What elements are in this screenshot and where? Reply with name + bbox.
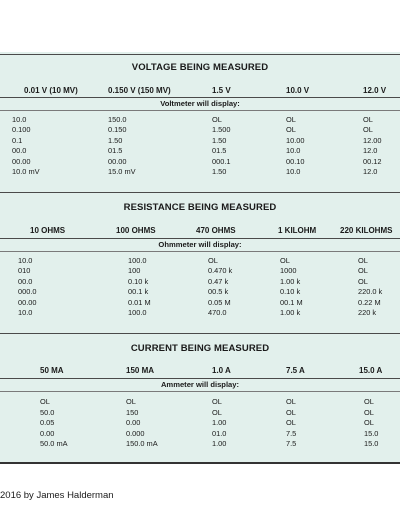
table-cell: 10.0 (12, 115, 27, 124)
table-row (0, 439, 400, 450)
table-cell: 0.05 (40, 418, 55, 428)
table-row (0, 157, 400, 168)
table-row (0, 429, 400, 440)
table-cell: OL (364, 407, 374, 417)
table-cell: 50.0 (40, 407, 55, 417)
table-cell: 1.00 k (280, 308, 301, 317)
table-row (0, 287, 400, 298)
current-section-title: CURRENT BEING MEASURED (130, 343, 270, 354)
table-cell: 0.10 k (128, 276, 149, 286)
column-header: 0.01 V (10 MV) (24, 86, 78, 95)
table-cell: 00.00 (108, 156, 127, 166)
table-cell: 1.50 (212, 167, 227, 176)
table-cell: 00.1 k (128, 287, 149, 297)
table-cell: OL (286, 125, 296, 135)
table-cell: OL (286, 115, 296, 124)
table-cell: 10.0 mV (12, 167, 40, 176)
table-bottom-rule (0, 462, 400, 464)
table-cell: 00.0 (12, 146, 27, 156)
table-cell: 00.12 (363, 156, 382, 166)
table-cell: 0.100 (12, 125, 31, 135)
table-cell: OL (212, 115, 222, 124)
table-cell: OL (126, 397, 136, 406)
voltage-section-title: VOLTAGE BEING MEASURED (131, 62, 269, 73)
current-header-rule (0, 378, 400, 379)
current-display-subtitle: Ammeter will display: (160, 380, 240, 389)
copyright-credit: 2016 by James Halderman (0, 490, 114, 501)
table-cell: 00.1 M (280, 297, 303, 307)
resistance-top-rule (0, 192, 400, 193)
column-header: 50 MA (40, 366, 64, 375)
table-cell: 220 k (358, 308, 377, 317)
table-row (0, 167, 400, 178)
table-cell: 470.0 (208, 308, 227, 317)
table-cell: OL (358, 256, 368, 265)
table-row (0, 146, 400, 157)
table-cell: OL (212, 407, 222, 417)
table-row (0, 298, 400, 309)
table-cell: OL (40, 397, 50, 406)
table-cell: OL (363, 115, 373, 124)
table-cell: 00.00 (12, 156, 31, 166)
column-header: 12.0 V (363, 86, 387, 95)
table-cell: 220.0 k (358, 287, 383, 297)
resistance-section-title: RESISTANCE BEING MEASURED (123, 202, 277, 213)
table-cell: 100.0 (128, 256, 147, 265)
table-cell: 10.0 (18, 256, 33, 265)
column-header: 0.150 V (150 MV) (108, 86, 171, 95)
column-header: 1 KILOHM (278, 226, 317, 235)
table-cell: OL (364, 397, 374, 406)
table-cell: 50.0 mA (40, 439, 68, 449)
table-cell: 7.5 (286, 428, 297, 438)
table-cell: OL (286, 397, 296, 406)
resistance-subtitle-rule (0, 251, 400, 252)
column-header: 470 OHMS (196, 226, 236, 235)
column-header: 10.0 V (286, 86, 310, 95)
table-row (0, 308, 400, 319)
table-cell: 00.0 (18, 276, 33, 286)
table-cell: 1.00 (212, 439, 227, 449)
voltage-subtitle-rule (0, 110, 400, 111)
table-cell: 01.5 (108, 146, 123, 156)
table-cell: OL (280, 256, 290, 265)
table-cell: OL (363, 125, 373, 135)
table-cell: 0.150 (108, 125, 127, 135)
voltage-display-subtitle: Voltmeter will display: (160, 99, 240, 108)
table-cell: OL (212, 397, 222, 406)
table-cell: 7.5 (286, 439, 297, 449)
table-cell: 000.1 (212, 156, 231, 166)
table-cell: 1000 (280, 266, 297, 276)
table-row (0, 397, 400, 408)
voltage-top-rule (0, 54, 400, 55)
table-cell: 0.00 (126, 418, 141, 428)
resistance-header-rule (0, 238, 400, 239)
multimeter-reading-table (0, 52, 400, 464)
table-cell: 0.470 k (208, 266, 233, 276)
table-cell: OL (358, 266, 368, 276)
table-cell: 150.0 mA (126, 439, 158, 449)
table-cell: 10.00 (286, 135, 305, 145)
table-cell: OL (358, 276, 368, 286)
table-cell: 150 (126, 407, 139, 417)
table-cell: OL (286, 418, 296, 428)
table-cell: 10.0 (286, 146, 301, 156)
column-header: 1.0 A (212, 366, 231, 375)
table-cell: 12.0 (363, 167, 378, 176)
table-cell: 01.0 (212, 428, 227, 438)
table-cell: OL (364, 418, 374, 428)
column-header: 150 MA (126, 366, 155, 375)
column-header: 15.0 A (359, 366, 383, 375)
column-header: 220 KILOHMS (340, 226, 393, 235)
table-cell: 0.1 (12, 135, 23, 145)
table-row (0, 266, 400, 277)
table-cell: 010 (18, 266, 31, 276)
table-cell: 15.0 mV (108, 167, 136, 176)
table-row (0, 277, 400, 288)
table-cell: 00.00 (18, 297, 37, 307)
table-row (0, 125, 400, 136)
table-cell: 1.00 k (280, 276, 301, 286)
table-cell: 1.500 (212, 125, 231, 135)
table-cell: 1.50 (108, 135, 123, 145)
table-cell: 12.00 (363, 135, 382, 145)
table-cell: 100.0 (128, 308, 147, 317)
table-cell: 0.000 (126, 428, 145, 438)
table-cell: OL (286, 407, 296, 417)
table-cell: 01.5 (212, 146, 227, 156)
table-cell: 0.47 k (208, 276, 229, 286)
table-row (0, 256, 400, 267)
table-cell: 10.0 (286, 167, 301, 176)
table-cell: 100 (128, 266, 141, 276)
current-top-rule (0, 333, 400, 334)
table-cell: 0.10 k (280, 287, 301, 297)
table-cell: 15.0 (364, 428, 379, 438)
column-header: 7.5 A (286, 366, 305, 375)
table-cell: 0.22 M (358, 297, 381, 307)
table-row (0, 418, 400, 429)
table-cell: 0.01 M (128, 297, 151, 307)
resistance-display-subtitle: Ohmmeter will display: (158, 240, 242, 249)
table-row (0, 115, 400, 126)
table-row (0, 408, 400, 419)
current-column-headers (0, 366, 400, 377)
column-header: 1.5 V (212, 86, 231, 95)
voltage-column-headers (0, 86, 400, 97)
table-cell: 12.0 (363, 146, 378, 156)
current-subtitle-rule (0, 391, 400, 392)
table-cell: 000.0 (18, 287, 37, 297)
table-row (0, 136, 400, 147)
table-cell: 0.05 M (208, 297, 231, 307)
resistance-column-headers (0, 226, 400, 237)
table-cell: 10.0 (18, 308, 33, 317)
table-cell: 00.10 (286, 156, 305, 166)
table-cell: OL (208, 256, 218, 265)
table-cell: 0.00 (40, 428, 55, 438)
column-header: 10 OHMS (30, 226, 66, 235)
table-cell: 00.5 k (208, 287, 229, 297)
column-header: 100 OHMS (116, 226, 156, 235)
table-cell: 1.50 (212, 135, 227, 145)
voltage-header-rule (0, 97, 400, 98)
table-cell: 150.0 (108, 115, 127, 124)
table-cell: 15.0 (364, 439, 379, 449)
table-cell: 1.00 (212, 418, 227, 428)
